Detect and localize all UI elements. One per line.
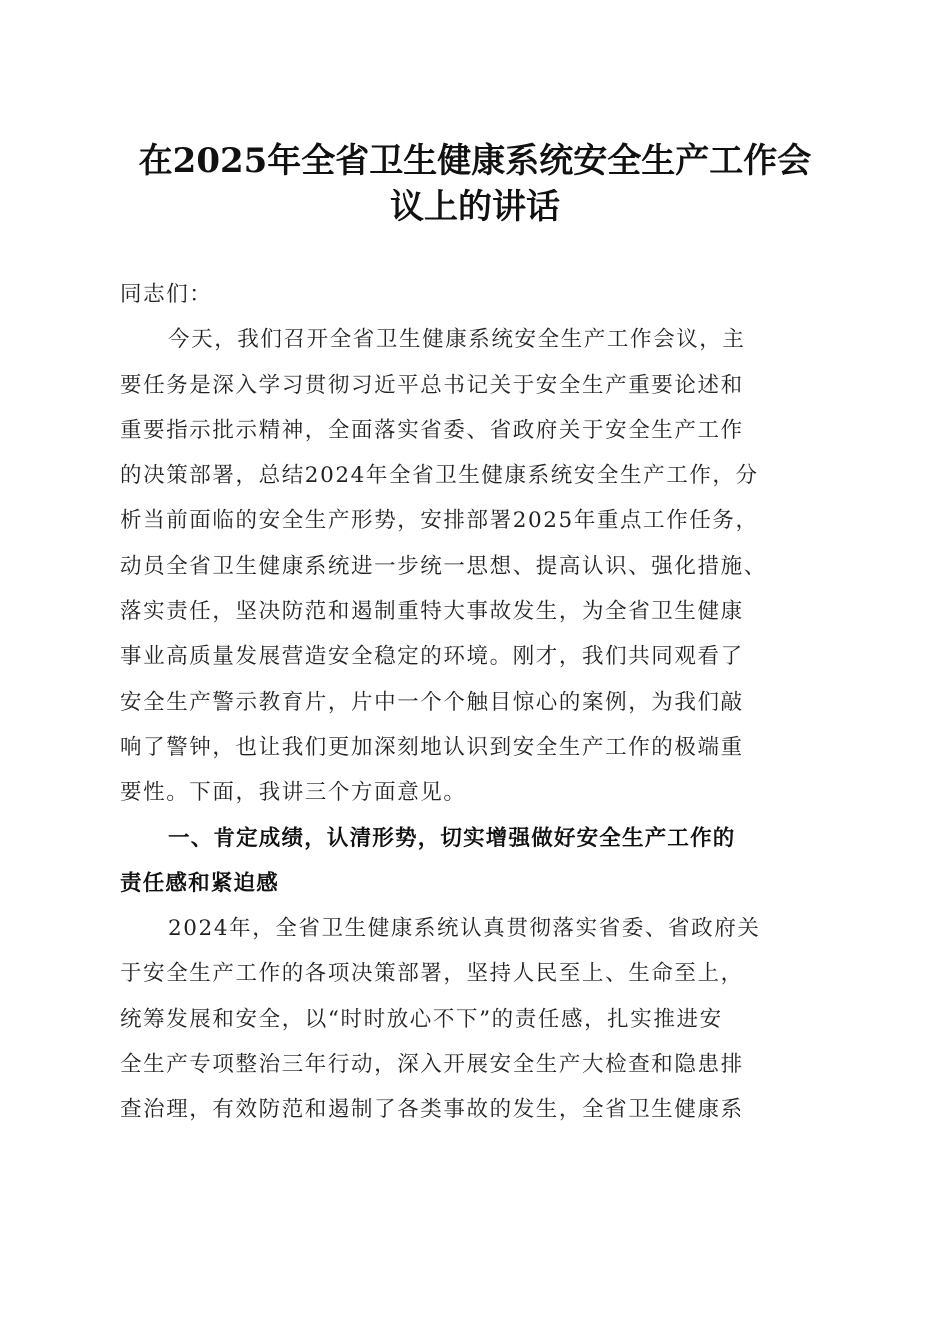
document-body [120, 272, 830, 1133]
paragraph-line: 事业高质量发展营造安全稳定的环境。刚才，我们共同观看了 [120, 644, 744, 670]
paragraph-intro [120, 317, 830, 815]
paragraph-line: 重要指示批示精神，全面落实省委、省政府关于安全生产工作 [120, 417, 744, 443]
salutation: 同志们： [120, 282, 213, 307]
paragraph-line: 安全生产警示教育片，片中一个个触目惊心的案例，为我们敲 [120, 689, 744, 715]
paragraph-line: 动员全省卫生健康系统进一步统一思想、提高认识、强化措施、 [120, 553, 767, 579]
paragraph-line: 落实责任，坚决防范和遏制重特大事故发生，为全省卫生健康 [120, 599, 744, 625]
title-line: 议上的讲话 [390, 187, 560, 227]
paragraph-line: 的决策部署，总结2024年全省卫生健康系统安全生产工作，分 [120, 463, 759, 489]
paragraph-line: 2024年，全省卫生健康系统认真贯彻落实省委、省政府关 [168, 916, 761, 942]
paragraph-achievements [120, 906, 830, 1132]
paragraph-line: 响了警钟，也让我们更加深刻地认识到安全生产工作的极端重 [120, 734, 744, 760]
paragraph-line: 要性。下面，我讲三个方面意见。 [120, 780, 467, 806]
paragraph-line: 统筹发展和安全，以“时时放心不下”的责任感，扎实推进安 [120, 1006, 723, 1032]
paragraph-line: 全生产专项整治三年行动，深入开展安全生产大检查和隐患排 [120, 1052, 744, 1078]
paragraph-line: 今天，我们召开全省卫生健康系统安全生产工作会议，主 [168, 327, 746, 353]
section-heading-1 [120, 816, 830, 907]
heading-line: 一、肯定成绩，认清形势，切实增强做好安全生产工作的 [168, 825, 736, 851]
document-title [110, 138, 840, 230]
paragraph-line: 查治理，有效防范和遏制了各类事故的发生，全省卫生健康系 [120, 1097, 744, 1123]
title-line: 在2025年全省卫生健康系统安全生产工作会 [138, 141, 812, 181]
paragraph-line: 析当前面临的安全生产形势，安排部署2025年重点工作任务， [120, 508, 759, 534]
paragraph-line: 要任务是深入学习贯彻习近平总书记关于安全生产重要论述和 [120, 372, 744, 398]
heading-line: 责任感和紧迫感 [120, 870, 279, 896]
paragraph-line: 于安全生产工作的各项决策部署，坚持人民至上、生命至上， [120, 961, 744, 987]
